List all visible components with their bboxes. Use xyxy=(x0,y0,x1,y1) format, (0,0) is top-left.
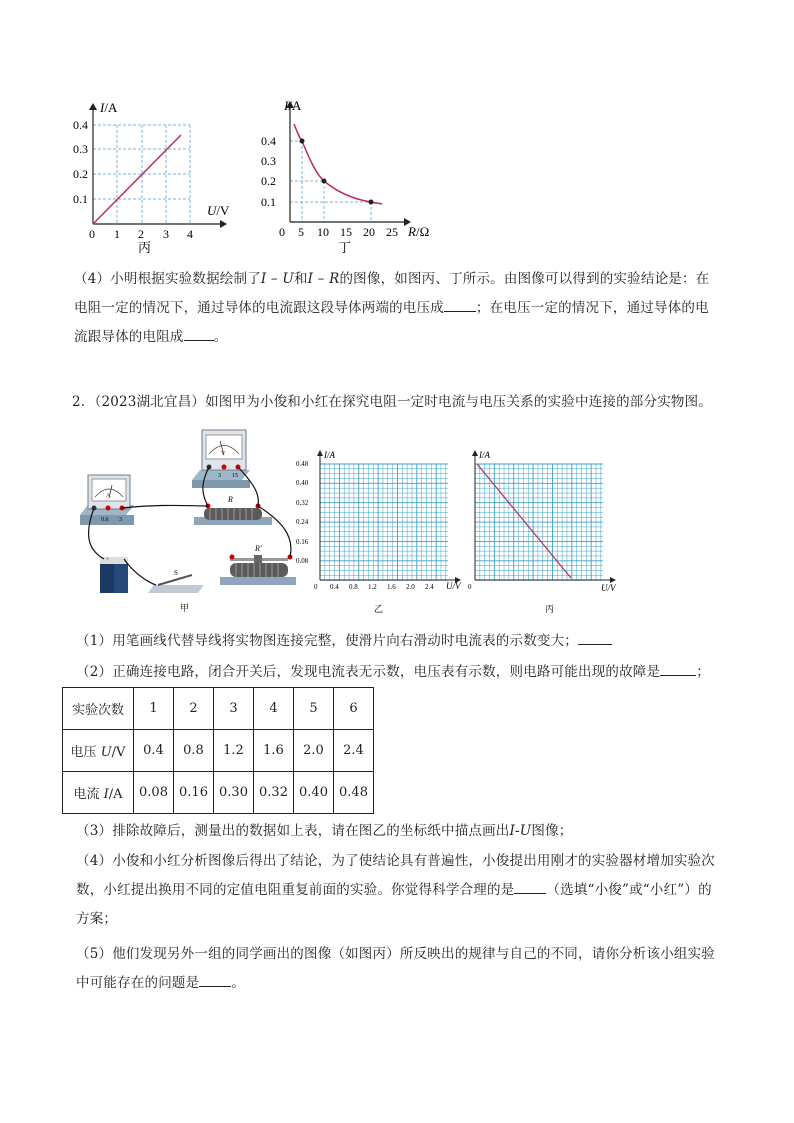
q2-intro: 2．（2023湖北宜昌）如图甲为小俊和小红在探究电阻一定时电流与电压关系的实验中连接的部分实物图。 xyxy=(72,394,712,410)
table-cell: 2.4 xyxy=(334,730,374,772)
battery xyxy=(100,557,128,593)
answer-blank[interactable] xyxy=(578,630,612,645)
table-cell: 2.0 xyxy=(294,730,334,772)
table-cell: 1.2 xyxy=(214,730,254,772)
data-point xyxy=(300,139,305,144)
ytick: 0.40 xyxy=(296,479,309,487)
table-row xyxy=(63,730,374,772)
answer-blank[interactable] xyxy=(444,297,476,312)
origin: 0 xyxy=(279,225,285,239)
switch-label: S xyxy=(174,569,178,577)
ytick: 0.3 xyxy=(73,142,88,156)
table-cell: 3 xyxy=(214,688,254,730)
answer-blank[interactable] xyxy=(184,326,214,341)
table-cell: 4 xyxy=(254,688,294,730)
xtick: 1.2 xyxy=(368,583,377,591)
switch xyxy=(148,569,204,593)
xtick: 0.8 xyxy=(349,583,358,591)
xtick: 5 xyxy=(298,225,304,239)
rheostat-label: R′ xyxy=(255,544,262,553)
table-cell: 电压 U/V xyxy=(63,730,134,772)
ding-xlabel: R/Ω xyxy=(408,224,430,239)
ytick: 0.2 xyxy=(261,174,276,188)
xtick: 25 xyxy=(386,225,398,239)
xtick: 1.6 xyxy=(387,583,396,591)
q2-sub4: （4）小俊和小红分析图像后得出了结论，为了使结论具有普遍性，小俊提出用刚才的实验器材增加实验次 数，小红提出换用不同的定值电阻重复前面的实验。你觉得科学合理的是 （选填“小俊”或“小红”）的 方案； xyxy=(76,853,715,927)
ytick: 0.1 xyxy=(261,195,276,209)
table-cell: 6 xyxy=(334,688,374,730)
figure-jia-circuit xyxy=(70,425,310,620)
ytick: 0.4 xyxy=(261,134,276,148)
voltmeter-scale: 15 xyxy=(232,473,238,479)
svg-text:+: + xyxy=(106,557,110,563)
voltmeter xyxy=(192,430,250,488)
svg-text:A: A xyxy=(106,493,111,499)
xtick: 2.4 xyxy=(425,583,434,591)
ammeter-scale: 0.6 xyxy=(101,517,109,523)
ytick: 0.08 xyxy=(296,557,309,565)
data-table xyxy=(62,687,374,814)
ammeter-scale: 3 xyxy=(119,517,122,523)
xtick: 20 xyxy=(363,225,375,239)
table-row xyxy=(63,688,374,730)
table-cell: 2 xyxy=(174,688,214,730)
iu-line xyxy=(93,135,181,224)
answer-blank[interactable] xyxy=(199,972,231,987)
bing-xlabel: U/V xyxy=(207,203,230,218)
bing-ylabel: I/A xyxy=(100,100,118,115)
ytick: 0.24 xyxy=(296,518,309,526)
xtick: 2 xyxy=(138,227,144,241)
resistor-label: R xyxy=(228,495,233,504)
table-cell: 实验次数 xyxy=(63,688,134,730)
bing2-xlabel: U/V xyxy=(601,583,616,593)
table-row xyxy=(63,772,374,814)
table-cell: 0.16 xyxy=(174,772,214,814)
table-cell: 0.30 xyxy=(214,772,254,814)
ytick: 0.16 xyxy=(296,538,309,546)
q2-sub1: （1）用笔画线代替导线将实物图连接完整，使滑片向右滑动时电流表的示数变大； xyxy=(76,627,726,656)
ammeter xyxy=(80,475,134,525)
xtick: 15 xyxy=(340,225,352,239)
ytick: 0.3 xyxy=(261,154,276,168)
table-cell: 0.40 xyxy=(294,772,334,814)
xtick: 3 xyxy=(163,227,169,241)
answer-blank[interactable] xyxy=(660,661,696,676)
bing2-ylabel: I/A xyxy=(479,450,490,460)
ytick: 0.1 xyxy=(73,192,88,206)
xtick: 2.0 xyxy=(406,583,415,591)
xtick: 10 xyxy=(317,225,329,239)
rheostat xyxy=(220,544,296,585)
data-point xyxy=(369,200,374,205)
table-cell: 电流 I/A xyxy=(63,772,134,814)
svg-text:V: V xyxy=(221,451,226,457)
table-cell: 0.48 xyxy=(334,772,374,814)
graph-bing-iu xyxy=(70,98,240,258)
origin: 0 xyxy=(468,583,472,591)
ytick: 0.4 xyxy=(73,118,88,132)
origin: 0 xyxy=(314,583,318,591)
q4-top-paragraph: （4）小明根据实验数据绘制了I – U和I – R的图像，如图丙、丁所示。由图像可以得到的实验结论是：在 电阻一定的情况下，通过导体的电流跟这段导体两端的电压成 ；在电压一定的情况下，通过导体的电 流跟导体的电阻成 。 xyxy=(74,271,710,345)
resistor-r xyxy=(194,495,272,525)
bing-caption: 丙 xyxy=(138,240,152,255)
graph-ding-ir xyxy=(256,96,446,256)
figure-bing-grid xyxy=(465,450,635,620)
ding-caption: 丁 xyxy=(338,240,352,255)
table-cell: 0.08 xyxy=(134,772,174,814)
q2-sub2: （2）正确连接电路，闭合开关后，发现电流表无示数，电压表有示数，则电路可能出现的故障是 ； xyxy=(76,658,726,687)
ytick: 0.48 xyxy=(296,460,309,468)
yi-xlabel: U/V xyxy=(446,581,461,591)
yi-caption: 乙 xyxy=(374,604,384,614)
data-point xyxy=(322,179,327,184)
bing2-caption: 丙 xyxy=(545,604,555,614)
figure-yi-grid xyxy=(290,450,470,620)
origin: 0 xyxy=(89,227,95,241)
xtick: 1 xyxy=(114,227,120,241)
ding-ylabel: I/A xyxy=(284,98,302,113)
table-cell: 0.4 xyxy=(134,730,174,772)
ytick: 0.2 xyxy=(73,167,88,181)
q2-sub5: （5）他们发现另外一组的同学画出的图像（如图丙）所反映出的规律与自己的不同，请你分析该小组实验 中可能存在的问题是 。 xyxy=(76,946,715,991)
yi-ylabel: I/A xyxy=(324,450,335,460)
table-cell: 1 xyxy=(134,688,174,730)
table-cell: 5 xyxy=(294,688,334,730)
ytick: 0.32 xyxy=(296,499,309,507)
jia-caption: 甲 xyxy=(180,603,190,613)
ir-curve xyxy=(294,124,382,204)
voltmeter-scale: 3 xyxy=(218,473,221,479)
table-cell: 1.6 xyxy=(254,730,294,772)
xtick: 0.4 xyxy=(330,583,339,591)
table-cell: 0.32 xyxy=(254,772,294,814)
answer-blank[interactable] xyxy=(514,879,546,894)
q2-sub3: （3）排除故障后，测量出的数据如上表，请在图乙的坐标纸中描点画出I-U图像； xyxy=(76,823,573,839)
xtick: 4 xyxy=(187,227,193,241)
table-cell: 0.8 xyxy=(174,730,214,772)
